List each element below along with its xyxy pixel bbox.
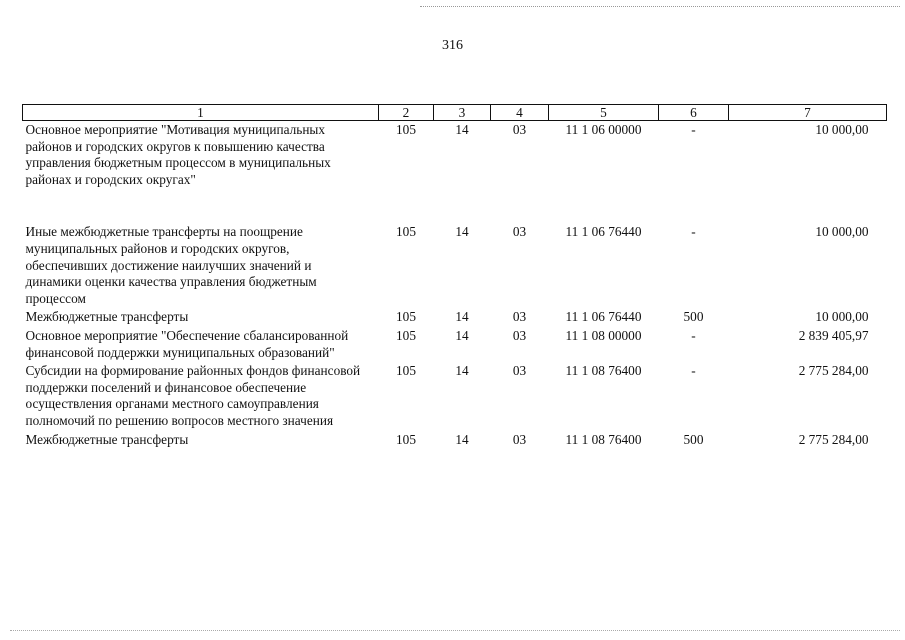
row-col-6: - <box>691 363 696 379</box>
row-col-2: 105 <box>396 309 416 325</box>
row-col-7: 2 775 284,00 <box>798 431 869 447</box>
row-col-4: 03 <box>512 224 527 240</box>
row-col-7: 2 839 405,97 <box>798 327 869 343</box>
row-name: Субсидии на формирование районных фондов финансовой поддержки поселений и финансовое обеспечение осуществления органами местного самоуправления полномочий по решению вопросов местного значения <box>25 363 361 428</box>
row-col-2: 105 <box>396 431 416 447</box>
row-col-3: 14 <box>455 431 469 447</box>
row-col-4: 03 <box>512 431 527 447</box>
table-row <box>23 327 887 362</box>
header-col-7: 7 <box>729 105 887 121</box>
table-row <box>23 121 887 224</box>
row-col-6: 500 <box>683 309 704 325</box>
table-row <box>23 308 887 327</box>
table-header <box>23 105 887 121</box>
table-row <box>23 223 887 308</box>
row-col-6: - <box>691 224 696 240</box>
row-name: Межбюджетные трансферты <box>25 309 189 325</box>
row-col-2: 105 <box>396 122 416 137</box>
row-col-5: 11 1 08 00000 <box>565 327 642 343</box>
row-col-4: 03 <box>512 122 527 137</box>
row-col-3: 14 <box>455 122 469 137</box>
row-col-3: 14 <box>455 363 469 379</box>
row-col-3: 14 <box>455 224 469 240</box>
top-edge-line <box>420 6 900 7</box>
row-col-6: - <box>691 327 696 343</box>
row-col-2: 105 <box>396 327 416 343</box>
table-body <box>23 121 887 450</box>
row-col-3: 14 <box>455 327 469 343</box>
header-col-2: 2 <box>379 105 434 121</box>
header-col-3: 3 <box>434 105 491 121</box>
row-col-5: 11 1 06 00000 <box>565 122 642 137</box>
row-col-5: 11 1 08 76400 <box>565 431 642 447</box>
header-row <box>23 105 887 121</box>
row-col-5: 11 1 06 76440 <box>565 224 642 240</box>
row-col-7: 10 000,00 <box>815 122 869 137</box>
header-col-6: 6 <box>659 105 729 121</box>
row-col-3: 14 <box>455 309 469 325</box>
header-col-4: 4 <box>491 105 549 121</box>
budget-table <box>22 104 887 449</box>
row-name: Межбюджетные трансферты <box>25 431 189 447</box>
page-number: 316 <box>442 38 463 53</box>
row-col-5: 11 1 06 76440 <box>565 309 642 325</box>
table-row <box>23 431 887 450</box>
row-name: Иные межбюджетные трансферты на поощрение муниципальных районов и городских округов, обеспечивших достижение наилучших значений и динамики оценки качества управления бюджетным процессом <box>25 224 317 306</box>
row-col-6: 500 <box>683 431 704 447</box>
row-name: Основное мероприятие "Обеспечение сбалансированной финансовой поддержки муниципальных образований" <box>25 327 349 360</box>
header-col-5: 5 <box>549 105 659 121</box>
table-row <box>23 362 887 430</box>
row-col-4: 03 <box>512 327 527 343</box>
row-col-7: 2 775 284,00 <box>798 363 869 379</box>
bottom-edge-line <box>10 630 900 631</box>
row-name: Основное мероприятие "Мотивация муниципальных районов и городских округов к повышению качества управления бюджетным процессом в муниципальных районах и городских округах" <box>25 122 331 187</box>
row-col-4: 03 <box>512 309 527 325</box>
header-col-1: 1 <box>23 105 379 121</box>
row-col-2: 105 <box>396 224 416 240</box>
row-col-7: 10 000,00 <box>815 224 869 240</box>
row-col-2: 105 <box>396 363 416 379</box>
row-col-7: 10 000,00 <box>815 309 869 325</box>
row-col-4: 03 <box>512 363 527 379</box>
row-col-6: - <box>691 122 696 137</box>
row-col-5: 11 1 08 76400 <box>565 363 642 379</box>
